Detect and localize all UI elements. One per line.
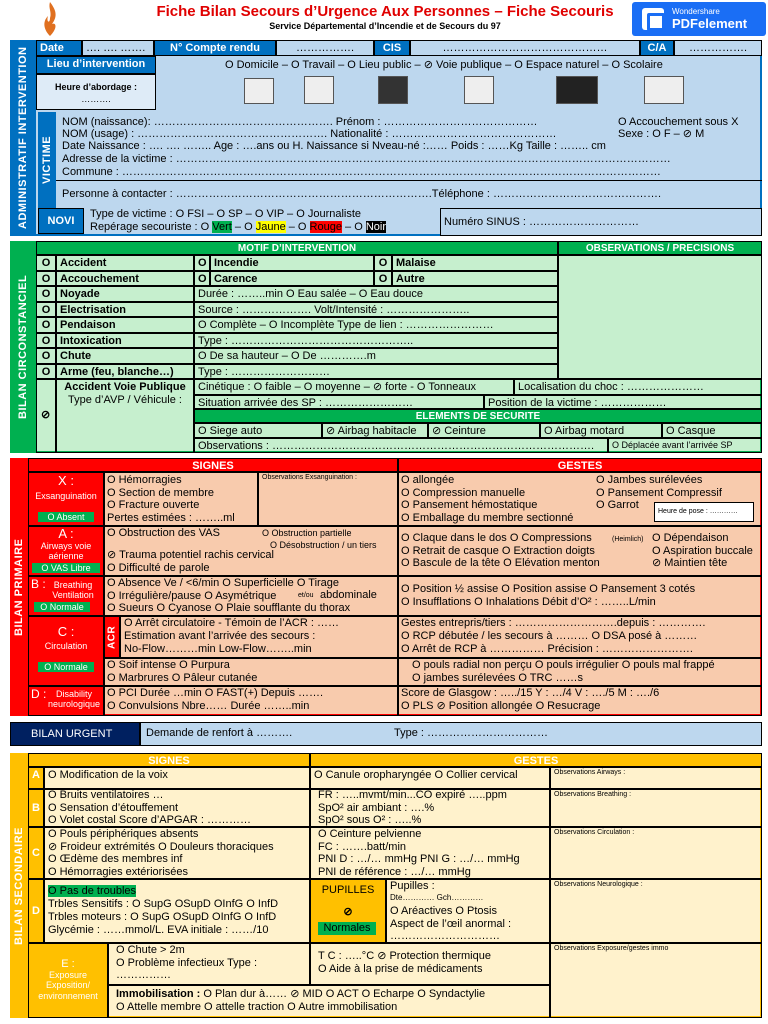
sec-b-signe[interactable]: O Sensation d’étouffement [48,801,179,814]
circ-check[interactable]: O [36,317,56,333]
circ-check[interactable]: O [36,302,56,318]
a-geste[interactable]: O Dépendaison [652,532,729,544]
b-geste[interactable]: O Position ½ assise O Position assise O Pansement 3 cotés [401,583,696,595]
sec-signes-header: SIGNES [28,753,310,767]
sec-a-signes[interactable]: O Modification de la voix [44,767,310,789]
pupilles-check[interactable]: ⊘ [343,906,353,918]
circ-check[interactable]: O [374,255,392,271]
c-geste[interactable]: O jambes surélevées O TRC ……s [412,672,583,684]
sec-d-geste[interactable]: Pupilles : [390,880,435,892]
situation[interactable]: Situation arrivée des SP : …………………… [194,395,484,409]
a-signe[interactable]: O Obstruction des VAS [107,527,220,539]
acr-label: ACR [106,625,118,649]
circ-motif-label: Accouchement [56,271,194,287]
x-geste[interactable]: O Pansement Compressif [596,486,722,499]
lieux-options[interactable]: O Domicile – O Travail – O Lieu public – ⊘ Voie publique – O Espace naturel – O Scolaire [225,59,663,71]
sec-d-geste[interactable]: O Aréactives O Ptosis [390,905,497,917]
pupilles-normales[interactable]: Normales [318,922,376,935]
reperage[interactable]: Repérage secouriste : O Vert – O Jaune – O Rouge – O Noir [90,221,386,233]
form-subtitle: Service Départemental d’Incendie et de Secours du 97 [269,21,501,31]
brand-large: PDFelement [672,16,748,31]
date-naissance[interactable]: Date Naissance : …. …. …….. Age : ….ans ou H. Naissance si Nveau-né :…… Poids : ……Kg Taille : …….. cm [62,140,606,152]
sec-b-geste[interactable]: SpO² air ambiant : ….% [318,801,435,814]
b-signe[interactable]: O Sueurs O Cyanose O Plaie soufflante du thorax [107,602,351,614]
securite-header: ELEMENTS DE SECURITE [194,409,762,423]
sec-c-signe[interactable]: ⊘ Froideur extrémités O Douleurs thoraciques [48,840,274,853]
sec-c-letter: C [28,827,44,879]
x-signe[interactable]: O Hémorragies [107,474,182,486]
x-sub: Exsanguination [35,491,97,501]
sec-d-geste[interactable]: Aspect de l’œil anormal : [390,917,512,930]
c-geste-acr[interactable]: O Arrêt de RCP à …………… Précision : ……………………. [401,643,693,655]
novi-label: NOVI [38,208,84,234]
a-libre[interactable]: O VAS Libre [32,563,100,573]
noir-tag: Noir [365,221,386,233]
immobilisation[interactable]: Immobilisation : O Plan dur à…… ⊘ MID O ACT O Echarpe O Syndactylie [116,988,486,1000]
x-geste[interactable]: O Garrot [596,499,639,511]
sec-c-signe[interactable]: O Pouls périphériques absents [48,828,199,840]
pdfelement-badge[interactable] [632,2,766,36]
ceinture[interactable]: ⊘ Ceinture [428,423,540,438]
x-signe[interactable]: O Section de membre [107,486,214,499]
circ-motif-detail[interactable]: O De sa hauteur – O De ………….m [194,348,558,364]
c-normale[interactable]: O Normale [38,662,94,672]
sec-d-signe[interactable]: Glycémie : ……mmol/L. EVA initiale : ……/10 [48,924,269,936]
d-label: D : [31,687,47,701]
a-geste[interactable]: O Bascule de la tête O Elévation menton [401,557,600,569]
circ-motif-detail[interactable]: Type : ……………………… [194,364,558,380]
siege-auto[interactable]: O Siege auto [194,423,322,438]
sec-d-signe[interactable]: Trbles Sensitifs : O SupG OSupD OInfG O InfD [48,898,279,910]
immobilisation-2[interactable]: O Attelle membre O attelle traction O Autre immobilisation [116,1001,398,1013]
x-geste[interactable]: O Emballage du membre sectionné [401,511,574,524]
c-sub: Circulation [44,641,88,651]
heure-pose[interactable]: Heure de pose : ………… [654,502,754,522]
a-geste[interactable]: ⊘ Maintien tête [652,557,728,569]
pdfelement-icon [642,8,664,30]
sec-c-obs[interactable]: Observations Circulation : [550,827,762,879]
c-geste[interactable]: O pouls radial non perçu O pouls irrégulier O pouls mal frappé [412,659,715,671]
obs-precisions-area[interactable] [558,255,762,379]
cinetique[interactable]: Cinétique : O faible – O moyenne – ⊘ forte - O Tonneaux [194,379,514,395]
worker-icon [304,76,334,104]
prim-gestes-header: GESTES [398,458,762,472]
sec-side-label: BILAN SECONDAIRE [10,753,28,1018]
c-label: C : [57,624,75,639]
airbag-motard[interactable]: O Airbag motard [540,423,662,438]
sec-c-geste[interactable]: FC : …….batt/min [318,840,407,853]
sec-c-geste[interactable]: PNI de référence : …/… mmHg [318,865,471,878]
sec-c-geste[interactable]: PNI D : …/… mmHg PNI G : …/… mmHg [318,853,520,865]
sec-e-signe[interactable]: O Problème infectieux Type : [116,956,258,969]
circ-check[interactable]: O [194,255,210,271]
circ-motif-label: Pendaison [56,317,194,333]
x-geste[interactable]: O allongée [401,474,455,486]
rouge-tag: Rouge [309,221,342,233]
victime-side-label: VICTIME [38,112,56,208]
a-obs1[interactable]: O Obstruction partielle [262,528,352,538]
sec-e-geste[interactable]: T C : …..°C ⊘ Protection thermique [318,950,491,962]
sec-e-sub: Exposure Exposition/ environnement [38,970,98,1001]
circ-check[interactable]: O [36,255,56,271]
circ-motif-label: Arme (feu, blanche…) [56,364,194,380]
c-acr-line[interactable]: O Arrêt circulatoire - Témoin de l’ACR : …… [124,617,339,629]
c-acr-line[interactable]: Estimation avant l’arrivée des secours : [124,630,316,642]
b-signe[interactable]: O Irrégulière/pause O Asymétrique [107,589,277,602]
airbag-habitacle[interactable]: ⊘ Airbag habitacle [322,423,428,438]
circ-check[interactable]: O [36,286,56,302]
a-geste[interactable]: O Retrait de casque O Extraction doigts [401,544,595,557]
sec-b-geste[interactable]: FR : …..mvmt/min...CO expiré …..ppm [318,789,507,801]
sec-c-signe[interactable]: O Œdème des membres inf [48,853,183,865]
cis-field[interactable]: ……………………………………… [410,40,640,56]
sec-e-geste[interactable]: O Aide à la prise de médicaments [318,963,483,975]
a-label: A : [58,526,74,541]
circ-motif-detail[interactable]: Type : ………………………………………….. [194,333,558,349]
commune[interactable]: Commune : ………………………………………………………………………………………………………………………………… [62,166,661,178]
house-icon [244,78,274,104]
prim-signes-header: SIGNES [28,458,398,472]
b-geste[interactable]: O Insufflations O Inhalations Débit d’O² : ……..L/min [401,596,656,608]
heimlich-note: (Heimlich) [612,536,644,543]
date-field[interactable]: …. …. ……. [82,40,154,56]
c-geste-acr[interactable]: O RCP débutée / les secours à ……… O DSA posé à ……… [401,630,698,642]
sexe[interactable]: Sexe : O F – ⊘ M [618,128,705,140]
b-signe[interactable]: O Absence Ve / <6/min O Superficielle O Tirage [107,577,340,589]
renfort-type[interactable]: Type : …………………………… [394,727,549,739]
circ-check[interactable]: O [36,364,56,380]
type-victime[interactable]: Type de victime : O FSI – O SP – O VIP – O Journaliste [90,208,362,220]
b-abd-link: et/ou [298,592,314,599]
sec-b-obs[interactable]: Observations Breathing : [550,789,762,827]
circ-motif-label: Chute [56,348,194,364]
abordage-field[interactable]: ………. [81,94,111,104]
avp-title: Accident Voie Publique [64,381,186,393]
circ-check[interactable]: O [36,333,56,349]
cr-field[interactable]: ……………. [276,40,374,56]
casque[interactable]: O Casque [662,423,762,438]
crowd-icon [378,76,408,104]
circ-motif-label: Accident [56,255,194,271]
a-signe[interactable]: O Difficulté de parole [107,562,210,574]
sec-d-obs[interactable]: Observations Neurologique : [550,879,762,943]
c-acr-line[interactable]: No-Flow………min Low-Flow……..min [124,643,312,655]
circ-motif-label: Noyade [56,286,194,302]
sec-d-geste[interactable]: ………………………… [390,930,500,942]
sec-e-signe[interactable]: O Chute > 2m [116,944,185,956]
bilan-urgent-label: BILAN URGENT [10,722,140,746]
a-geste[interactable]: O Aspiration buccale [652,544,753,557]
a-obs2[interactable]: O Désobstruction / un tiers [270,540,377,550]
x-geste[interactable]: O Pansement hémostatique [401,499,538,511]
vert-tag: Vert [212,221,232,233]
sec-c-geste[interactable]: O Ceinture pelvienne [318,828,422,840]
sec-e-letter: E : [61,958,75,970]
circ-check[interactable]: O [36,348,56,364]
sec-e-signe[interactable]: …………… [116,969,171,981]
circ-motif-label: Carence [210,271,374,287]
deplacee[interactable]: O Déplacée avant l’arrivée SP [608,438,762,453]
b-sub: Breathing Ventilation [52,580,94,601]
obs-header: OBSERVATIONS / PRECISIONS [558,241,762,255]
b-label: B : [31,577,46,591]
sec-gestes-header: GESTES [310,753,762,767]
x-signe[interactable]: O Fracture ouverte [107,499,200,511]
circ-motif-label: Intoxication [56,333,194,349]
school-icon [644,76,684,104]
cis-label: CIS [374,40,410,56]
adresse[interactable]: Adresse de la victime : ……………………………………………………………………………………………………………………… [62,153,671,165]
pupilles-label: PUPILLES [321,884,375,896]
nom-usage[interactable]: NOM (usage) : ……………………………………………. Nationalité : ……………………………………… [62,128,557,140]
ca-label: C/A [640,40,674,56]
lieu-label: Lieu d’intervention [36,56,156,74]
sec-d-signe[interactable]: Trbles moteurs : O SupG OSupD OInfG O InfD [48,911,277,923]
personne-contact[interactable]: Personne à contacter : …………………………………………………………….Téléphone : ………………………………………. [62,188,662,200]
jaune-tag: Jaune [255,221,286,233]
x-signe[interactable]: Pertes estimées : ……..ml [107,511,235,524]
renfort[interactable]: Demande de renfort à ………. [146,727,293,739]
nom-naissance[interactable]: NOM (naissance): …………………………………………. Prénom : …………………………………… [62,116,538,128]
prim-side-label: BILAN PRIMAIRE [10,458,28,716]
avp-type[interactable]: Type d’AVP / Véhicule : [68,394,182,406]
sec-a-obs[interactable]: Observations Airways : [550,767,762,789]
a-signe[interactable]: ⊘ Trauma potentiel rachis cervical [107,549,274,561]
c-signe[interactable]: O Marbrures O Pâleur cutanée [107,672,258,684]
form-title: Fiche Bilan Secours d’Urgence Aux Personnes – Fiche Secouris [156,3,614,20]
b-normale[interactable]: O Normale [34,602,90,612]
localisation-choc[interactable]: Localisation du choc : ………………… [514,379,762,395]
x-absent[interactable]: O Absent [38,512,94,522]
sec-b-signe[interactable]: O Bruits ventilatoires … [48,789,164,801]
avp-check[interactable]: ⊘ [41,409,51,421]
sec-d-letter: D [28,879,44,943]
admin-side-label: ADMINISTRATIF INTERVENTION [10,40,36,236]
motif-header: MOTIF D’INTERVENTION [36,241,558,255]
circ-check[interactable]: O [194,271,210,287]
circ-side-label: BILAN CIRCONSTANCIEL [10,241,36,453]
c-signe[interactable]: O Soif intense O Purpura [107,659,230,671]
a-sub: Airways voie aérienne [40,541,92,562]
circ-motif-label: Autre [392,271,558,287]
sec-b-letter: B [28,789,44,827]
x-label: X : [58,473,74,488]
d-signe[interactable]: O Convulsions Nbre…… Durée ……..min [107,700,310,712]
sec-d-geste[interactable]: Dte………… Gch………… [390,892,484,902]
circ-check[interactable]: O [374,271,392,287]
circ-motif-label: Malaise [392,255,558,271]
sec-a-gestes[interactable]: O Canule oropharyngée O Collier cervical [310,767,550,789]
sdis-logo [38,0,62,38]
d-geste[interactable]: O PLS ⊘ Position allongée O Resucrage [401,700,601,712]
sec-b-signe[interactable]: O Volet costal Score d’APGAR : ………… [48,814,251,826]
x-geste[interactable]: O Jambes surélevées [596,474,703,486]
sinus-field[interactable]: Numéro SINUS : ………………………… [440,208,762,236]
c-geste-acr[interactable]: Gestes entrepris/tiers : ……………………….depuis : …………. [401,617,706,629]
ca-field[interactable]: ……………. [674,40,762,56]
sec-b-geste[interactable]: SpO² sous O² : …..% [318,814,422,826]
sec-c-signe[interactable]: O Hémorragies extériorisées [48,865,188,878]
x-geste[interactable]: O Compression manuelle [401,486,526,499]
d-geste[interactable]: Score de Glasgow : …../15 Y : …/4 V : …./5 M : …./6 [401,687,660,699]
circ-motif-detail[interactable]: O Complète – O Incomplète Type de lien : …………………… [194,317,558,333]
brand-small: Wondershare [672,7,720,16]
accouchement-x[interactable]: O Accouchement sous X [618,116,739,128]
position-victime[interactable]: Position de la victime : ……………… [484,395,762,409]
circ-motif-detail[interactable]: Source : ………………. Volt/Intensité : ………………….. [194,302,558,318]
circ-motif-label: Electrisation [56,302,194,318]
circ-motif-detail[interactable]: Durée : ……..min O Eau salée – O Eau douce [194,286,558,302]
a-geste[interactable]: O Claque dans le dos O Compressions [401,532,592,544]
circ-motif-label: Incendie [210,255,374,271]
sec-a-letter: A [28,767,44,789]
d-signe[interactable]: O PCI Durée …min O FAST(+) Depuis ……. [107,687,324,699]
x-obs[interactable]: Observations Exsanguination : [262,474,357,481]
sec-d-pas[interactable]: O Pas de troubles [48,885,137,897]
b-abd[interactable]: abdominale [320,589,377,601]
d-sub: Disability neurologique [47,689,101,710]
abordage-label: Heure d’abordage : [54,82,137,92]
circ-check[interactable]: O [36,271,56,287]
date-label: Date [36,40,82,56]
forest-icon [556,76,598,104]
cr-label: N° Compte rendu [154,40,276,56]
road-icon [464,76,494,104]
sec-e-obs[interactable]: Observations Exposure/gestes immo [550,943,762,1018]
observations[interactable]: Observations : ……………………………………………………………………………. [194,438,608,453]
